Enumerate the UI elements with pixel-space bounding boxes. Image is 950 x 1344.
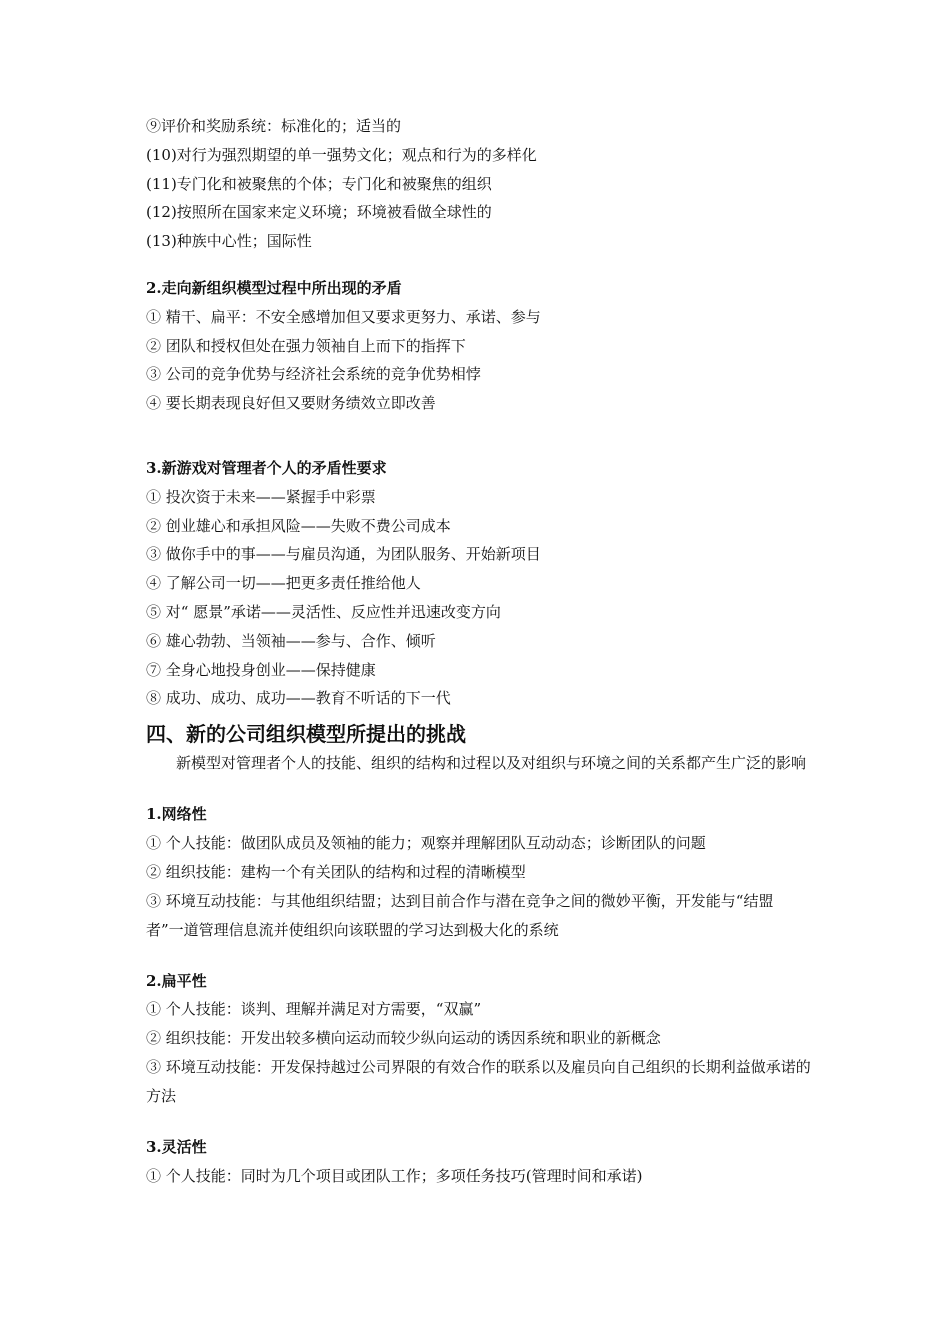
list-item: ① 投次资于未来——紧握手中彩票 xyxy=(146,487,376,506)
list-item: ② 组织技能：开发出较多横向运动而较少纵向运动的诱因系统和职业的新概念 xyxy=(146,1029,661,1048)
section-heading: 3.灵活性 xyxy=(146,1137,207,1156)
list-item: ⑧ 成功、成功、成功——教育不听话的下一代 xyxy=(146,689,451,708)
list-item: ② 组织技能：建构一个有关团队的结构和过程的清晰模型 xyxy=(146,862,526,881)
list-item: ⑦ 全身心地投身创业——保持健康 xyxy=(146,660,376,679)
list-item: ⑥ 雄心勃勃、当领袖——参与、合作、倾听 xyxy=(146,631,436,650)
list-item: ⑨评价和奖励系统：标准化的；适当的 xyxy=(146,117,402,135)
list-item: ① 个人技能：谈判、理解并满足对方需要，“双赢” xyxy=(146,1000,482,1019)
list-item: (12)按照所在国家来定义环境；环境被看做全球性的 xyxy=(146,203,492,222)
section-heading: 1.网络性 xyxy=(146,805,207,824)
list-item: ② 团队和授权但处在强力领袖自上而下的指挥下 xyxy=(146,336,466,355)
intro-paragraph: 新模型对管理者个人的技能、组织的结构和过程以及对组织与环境之间的关系都产生广泛的影响 xyxy=(176,754,807,773)
list-item: ③ 环境互动技能：与其他组织结盟；达到目前合作与潜在竞争之间的微妙平衡，开发能与“结盟者”一道管理信息流并使组织向该联盟的学习达到极大化的系统 xyxy=(146,891,774,939)
section-heading: 2.扁平性 xyxy=(146,971,207,990)
document-page xyxy=(146,112,816,1191)
section-heading: 2.走向新组织模型过程中所出现的矛盾 xyxy=(146,278,402,297)
list-item: ① 个人技能：做团队成员及领袖的能力；观察并理解团队互动动态；诊断团队的问题 xyxy=(146,833,706,852)
list-item: ④ 要长期表现良好但又要财务绩效立即改善 xyxy=(146,394,436,413)
list-item: ③ 公司的竞争优势与经济社会系统的竞争优势相悖 xyxy=(146,365,481,384)
list-item: (11)专门化和被聚焦的个体；专门化和被聚焦的组织 xyxy=(146,174,492,193)
list-item: ④ 了解公司一切——把更多责任推给他人 xyxy=(146,574,421,593)
list-item: ③ 环境互动技能：开发保持越过公司界限的有效合作的联系以及雇员向自己组织的长期利益做承诺的方法 xyxy=(146,1057,811,1105)
list-item: (13)种族中心性；国际性 xyxy=(146,232,312,251)
list-item: ⑤ 对“ 愿景”承诺——灵活性、反应性并迅速改变方向 xyxy=(146,602,501,621)
list-item: ② 创业雄心和承担风险——失败不费公司成本 xyxy=(146,516,451,535)
chapter-heading: 四、新的公司组织模型所提出的挑战 xyxy=(146,722,466,747)
list-item: ③ 做你手中的事——与雇员沟通，为团队服务、开始新项目 xyxy=(146,545,541,564)
list-item: (10)对行为强烈期望的单一强势文化；观点和行为的多样化 xyxy=(146,145,537,164)
list-item: ① 精干、扁平：不安全感增加但又要求更努力、承诺、参与 xyxy=(146,307,541,326)
list-item: ① 个人技能：同时为几个项目或团队工作；多项任务技巧(管理时间和承诺) xyxy=(146,1166,643,1185)
section-heading: 3.新游戏对管理者个人的矛盾性要求 xyxy=(146,458,387,477)
